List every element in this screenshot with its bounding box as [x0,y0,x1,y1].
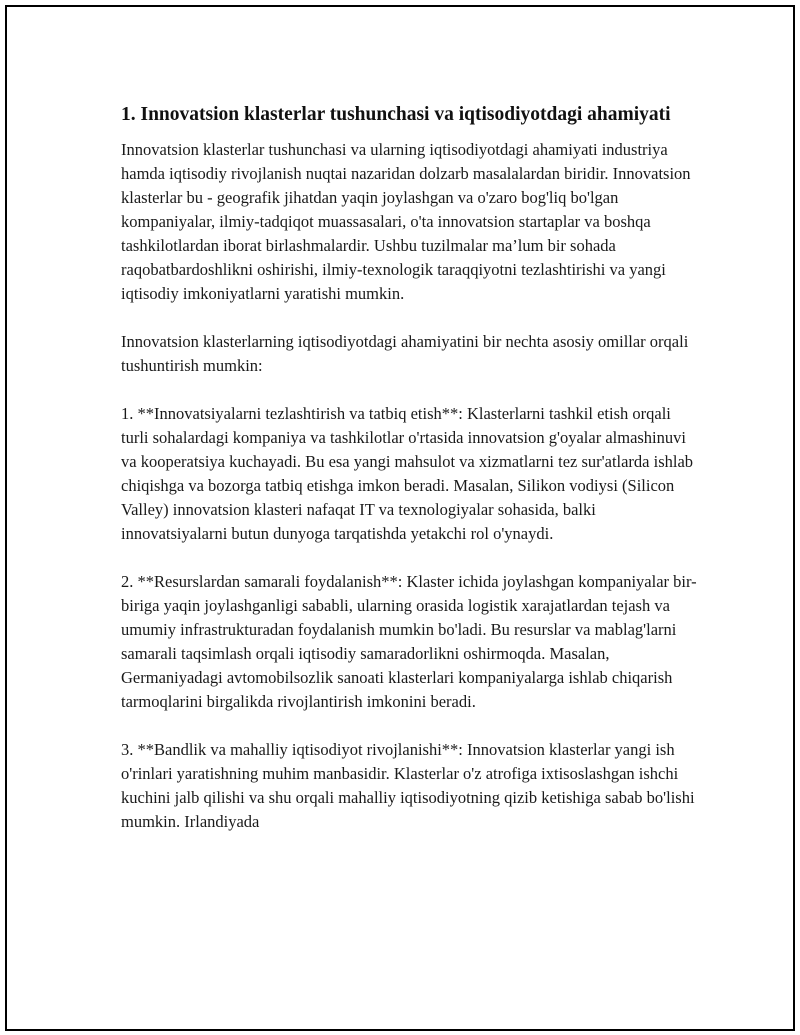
paragraph-item-3: 3. **Bandlik va mahalliy iqtisodiyot rivojlanishi**: Innovatsion klasterlar yangi ish o'rinlari yaratishning muhim manbasidir. Klasterlar o'z atrofiga ixtisoslashgan ishchi kuchini jalb qilishi va shu orqali mahalliy iqtisodiyotning qizib ketishiga sabab bo'lishi mumkin. Irlandiyada [121,740,695,831]
paragraph-factors-lead: Innovatsion klasterlarning iqtisodiyotdagi ahamiyatini bir nechta asosiy omillar orqali tushuntirish mumkin: [121,332,689,375]
paragraph-item-1: 1. **Innovatsiyalarni tezlashtirish va tatbiq etish**: Klasterlarni tashkil etish orqali turli sohalardagi kompaniya va tashkilotlar o'rtasida innovatsion g'oyalar almashinuvi va kooperatsiya kuchayadi. Bu esa yangi mahsulot va xizmatlarni tez sur'atlarda ishlab chiqishga va bozorga tatbiq etishga imkon beradi. Masalan, Silikon vodiysi (Silicon Valley) innovatsion klasteri nafaqat IT va texnologiyalar sohasida, balki innovatsiyalarni butun dunyoga tarqatishda yetakchi rol o'ynaydi. [121,404,694,543]
section-title: 1. Innovatsion klasterlar tushunchasi va iqtisodiyotdagi ahamiyati [121,104,671,125]
document-page [5,5,795,1031]
paragraph-item-2: 2. **Resurslardan samarali foydalanish**: Klaster ichida joylashgan kompaniyalar bir-biriga yaqin joylashganligi sababli, ularning orasida logistik xarajatlardan tejash va umumiy infrastrukturadan foydalanish mumkin bo'ladi. Bu resurslar va mablag'larni samarali taqsimlash orqali iqtisodiy samaradorlikni oshirmoqda. Masalan, Germaniyadagi avtomobilsozlik sanoati klasterlari kompaniyalarga ishlab chiqarish tarmoqlarini birgalikda rivojlantirish imkonini beradi. [121,572,697,711]
document-content [121,101,697,858]
paragraph-intro: Innovatsion klasterlar tushunchasi va ularning iqtisodiyotdagi ahamiyati industriya hamda iqtisodiy rivojlanish nuqtai nazaridan dolzarb masalalardan biridir. Innovatsion klasterlar bu - geografik jihatdan yaqin joylashgan va o'zaro bog'liq bo'lgan kompaniyalar, ilmiy-tadqiqot muassasalari, o'ta innovatsion startaplar va boshqa tashkilotlardan iborat birlashmalardir. Ushbu tuzilmalar ma’lum bir sohada raqobatbardoshlikni oshirishi, ilmiy-texnologik taraqqiyotni tezlashtirishi va yangi iqtisodiy imkoniyatlarni yaratishi mumkin. [121,140,691,303]
